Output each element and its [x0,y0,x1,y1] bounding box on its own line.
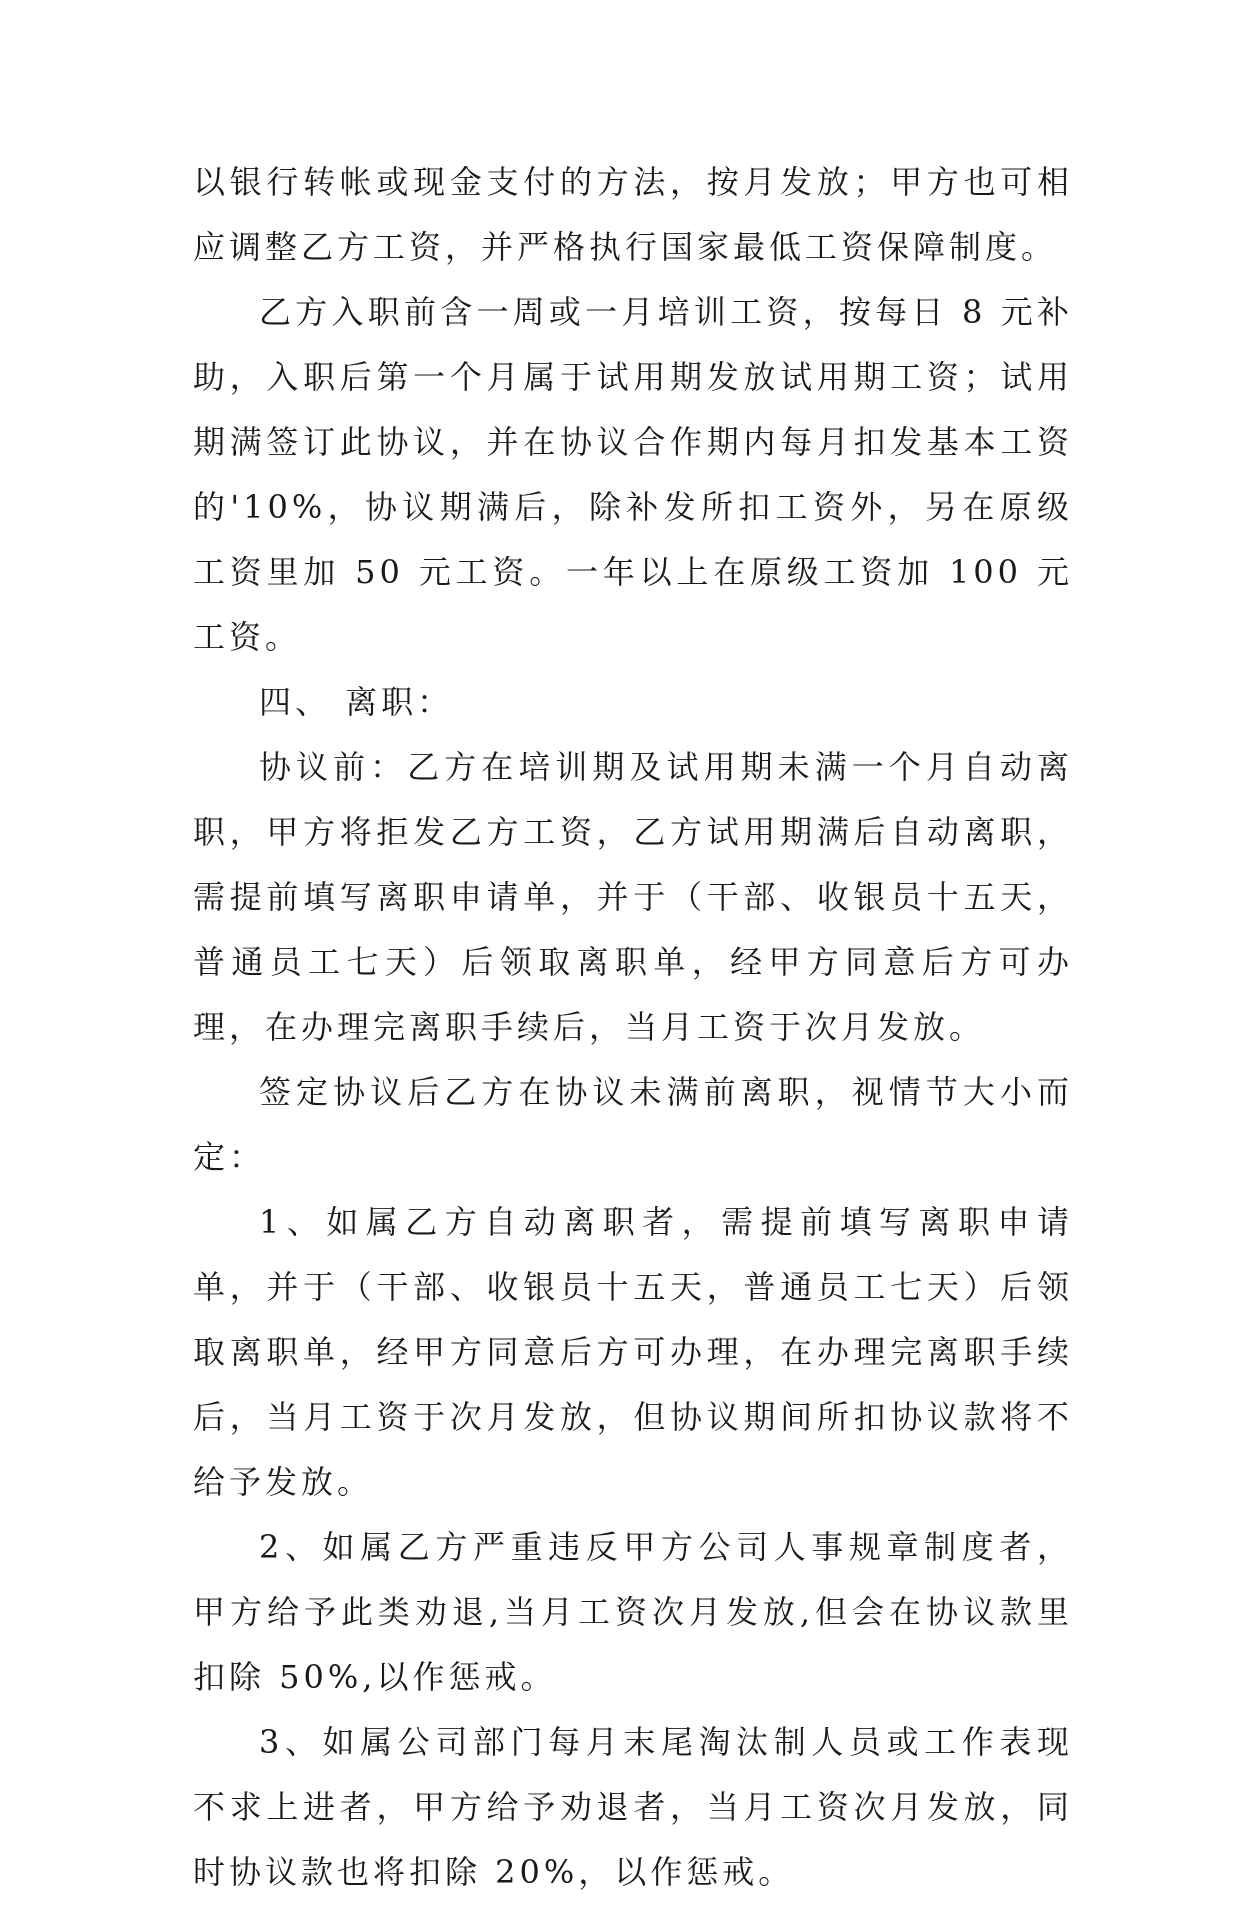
paragraph-after-agreement: 签定协议后乙方在协议未满前离职，视情节大小而定： [193,1073,1073,1176]
section-heading-resignation: 四、 离职： [259,683,454,721]
paragraph-salary-payment: 以银行转帐或现金支付的方法，按月发放；甲方也可相应调整乙方工资，并严格执行国家最低工资保障制度。 [193,163,1073,266]
document-body [193,150,1073,1905]
paragraph-before-agreement: 协议前：乙方在培训期及试用期未满一个月自动离职，甲方将拒发乙方工资，乙方试用期满后自动离职，需提前填写离职申请单，并于（干部、收银员十五天，普通员工七天）后领取离职单，经甲方同意后方可办理，在办理完离职手续后，当月工资于次月发放。 [193,748,1073,1046]
clause-1-voluntary-resignation: 1、如属乙方自动离职者，需提前填写离职申请单，并于（干部、收银员十五天，普通员工七天）后领取离职单，经甲方同意后方可办理，在办理完离职手续后，当月工资于次月发放，但协议期间所扣协议款将不给予发放。 [193,1203,1073,1501]
paragraph-training-wage: 乙方入职前含一周或一月培训工资，按每日 8 元补助，入职后第一个月属于试用期发放试用期工资；试用期满签订此协议，并在协议合作期内每月扣发基本工资的'10%，协议期满后，除补发所扣工资外，另在原级工资里加 50 元工资。一年以上在原级工资加 100 元工资。 [193,293,1073,656]
clause-2-serious-violation: 2、如属乙方严重违反甲方公司人事规章制度者，甲方给予此类劝退,当月工资次月发放,但会在协议款里扣除 50%,以作惩戒。 [193,1528,1073,1696]
clause-3-elimination: 3、如属公司部门每月末尾淘汰制人员或工作表现不求上进者，甲方给予劝退者，当月工资次月发放，同时协议款也将扣除 20%，以作惩戒。 [193,1723,1073,1891]
